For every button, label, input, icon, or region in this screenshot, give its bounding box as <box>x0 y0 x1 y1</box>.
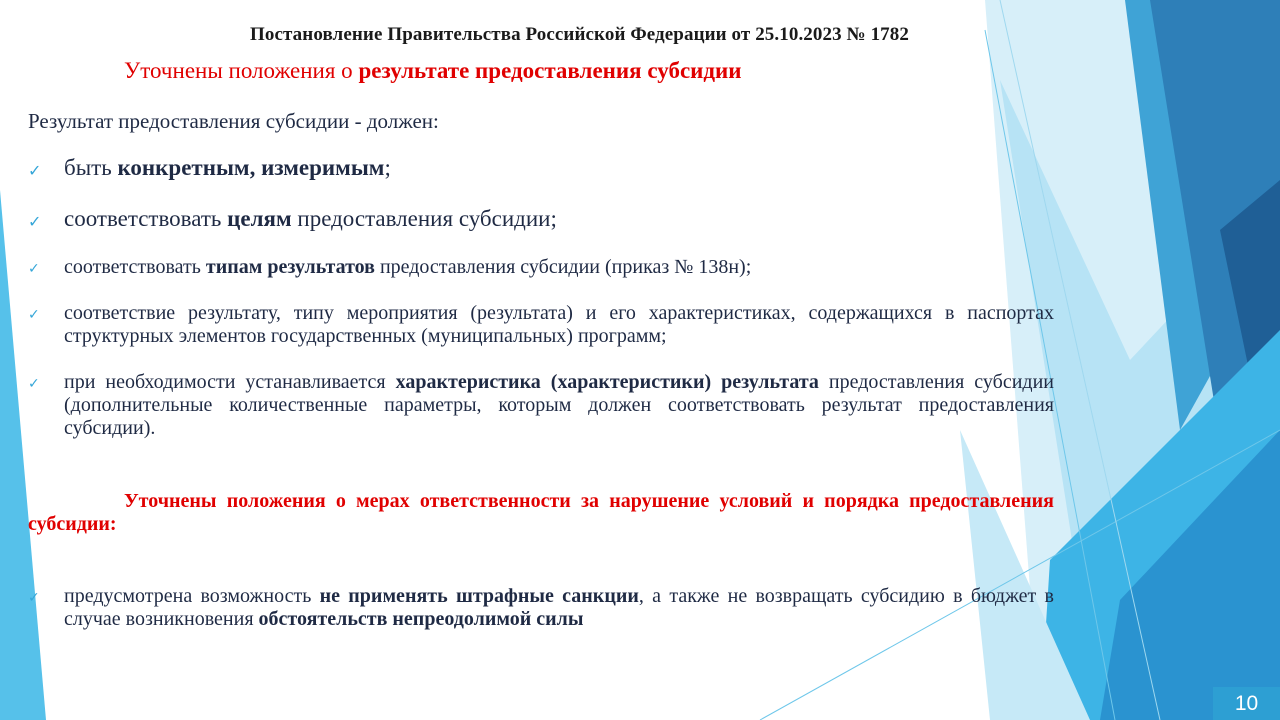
checkmark-icon: ✓ <box>28 590 40 606</box>
subtitle-emphasis: результате предоставления субсидии <box>358 58 742 83</box>
checkmark-icon: ✓ <box>28 307 40 323</box>
section-heading: Уточнены положения о мерах ответственности за нарушение условий и порядка предоставления субсидии: <box>28 490 1054 535</box>
list-item <box>28 585 1054 631</box>
list-item-text: соответствовать типам результатов предоставления субсидии (приказ № 138н); <box>64 256 752 278</box>
list-item <box>28 371 1054 440</box>
checkmark-icon: ✓ <box>28 212 42 231</box>
page-number-badge: 10 <box>1213 687 1280 720</box>
checkmark-icon: ✓ <box>28 261 40 277</box>
checkmark-icon: ✓ <box>28 161 42 180</box>
list-item-text: предусмотрена возможность не применять штрафные санкции, а также не возвращать субсидию в бюджет в случае возникновения обстоятельств непреодолимой силы <box>64 585 1054 630</box>
list-item-text: соответствовать целям предоставления субсидии; <box>64 206 557 231</box>
list-item <box>28 156 1054 179</box>
list-item <box>28 207 1054 230</box>
document-title: Постановление Правительства Российской Федерации от 25.10.2023 № 1782 <box>250 24 909 45</box>
list-item-text: быть конкретным, измеримым; <box>64 155 391 180</box>
checkmark-icon: ✓ <box>28 376 40 392</box>
list-item <box>28 302 1054 348</box>
list-item-text: соответствие результату, типу мероприятия (результата) и его характеристиках, содержащихся в паспортах структурных элементов государственных (муниципальных) программ; <box>64 302 1054 347</box>
subtitle-prefix: Уточнены положения о <box>124 58 359 83</box>
list-item <box>28 256 1054 279</box>
subtitle <box>124 58 924 84</box>
list-item-text: при необходимости устанавливается характеристика (характеристики) результата предоставления субсидии (дополнительные количественные параметры, которым должен соответствовать результат предоставления субсидии). <box>64 371 1054 439</box>
intro-text: Результат предоставления субсидии - должен: <box>28 109 439 133</box>
